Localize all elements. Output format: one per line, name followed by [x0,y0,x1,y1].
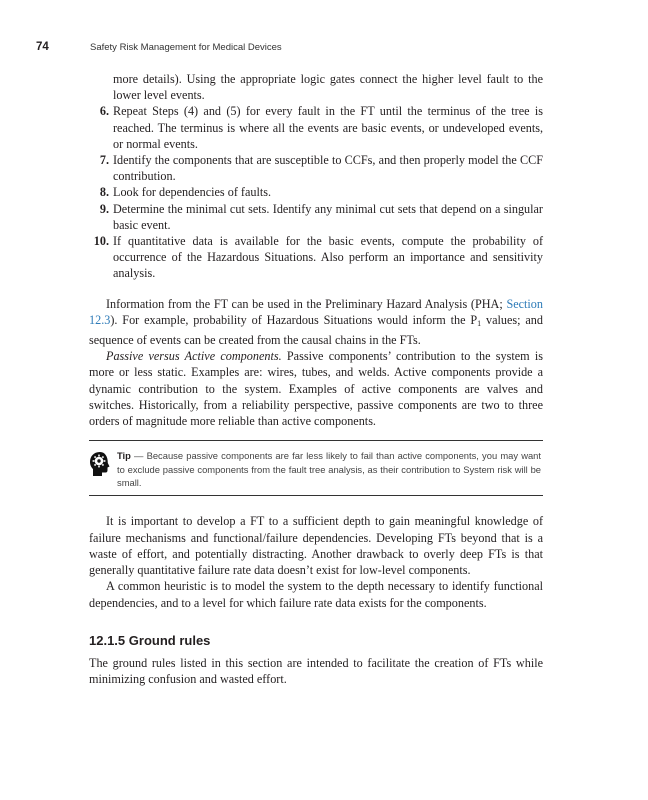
section-number: 12.1.5 [89,632,126,648]
list-text: Look for dependencies of faults. [113,185,272,200]
list-number: 8. [99,185,109,200]
paragraph-heuristic: A common heuristic is to model the system to the depth necessary to identify functional dependencies, and to a level for which failure rate data exists for the components. [89,579,543,610]
list-number: 6. [99,104,109,119]
paragraph-depth: It is important to develop a FT to a sufficient depth to gain meaningful knowledge of failure mechanisms and functional/failure dependencies. Developing FTs beyond that is a waste of effort, and potentially distracting. Another drawback to overly deep FTs is that generally quantitative failure rate data doesn’t exist for low-level components. [89,514,543,578]
paragraph-pha: Information from the FT can be used in the Preliminary Hazard Analysis (PHA; Section 12.3). For example, probability of Hazardous Situations would inform the $P_1$ values; and sequence of events can be created from the causal chains in the FTs. [89,296,543,348]
list-number: 7. [99,153,109,168]
page-body [89,71,543,687]
running-head: Safety Risk Management for Medical Devices [90,42,282,53]
section-heading [89,633,543,649]
page-header [36,41,608,55]
list-item [89,184,543,200]
tip-text: Tip — Because passive components are far less likely to fail than active components, you may want to exclude passive components from the fault tree analysis, as their contribution to System risk will be small. [117,450,542,489]
list-number: 10. [93,234,109,249]
section-title: Ground rules [128,632,211,648]
list-item [89,152,543,184]
subscript: 1 [477,318,482,328]
tip-box [89,440,543,496]
section-link[interactable]: Section 12.3 [89,296,543,327]
list-item [89,201,543,233]
head-gear-icon [89,451,111,477]
list-number: 9. [99,201,109,216]
paragraph-passive-active: Passive versus Active components. Passive components’ contribution to the system is more or less static. Examples are: wires, tubes, and welds. Active components provide a dynamic contribution to the system. Examples of active components are valves and switches. Historically, from a reliability perspective, passive components are two to three orders of magnitude more reliable than active components. [89,349,543,429]
list-text: If quantitative data is available for the basic events, compute the probability of occurrence of the Hazardous Situations. Also perform an importance and sensitivity analysis. [113,234,543,281]
list-item [89,233,543,282]
list-item [89,103,543,152]
list-text: Repeat Steps (4) and (5) for every fault in the FT until the terminus of the tree is reached. The terminus is where all the events are basic events, or undeveloped events, or normal events. [113,104,543,151]
run-in-heading: Passive versus Active components. [106,349,282,364]
list-text: Identify the components that are susceptible to CCFs, and then properly model the CCF contribution. [113,153,543,184]
page-number: 74 [36,41,49,53]
list-text: Determine the minimal cut sets. Identify any minimal cut sets that depend on a singular basic event. [113,201,543,232]
tip-label: Tip [117,450,131,462]
paragraph-ground-rules: The ground rules listed in this section are intended to facilitate the creation of FTs while minimizing confusion and wasted effort. [89,655,543,687]
steps-list [89,71,543,282]
list-item-continuation: more details). Using the appropriate logic gates connect the higher level fault to the lower level events. [113,72,543,103]
